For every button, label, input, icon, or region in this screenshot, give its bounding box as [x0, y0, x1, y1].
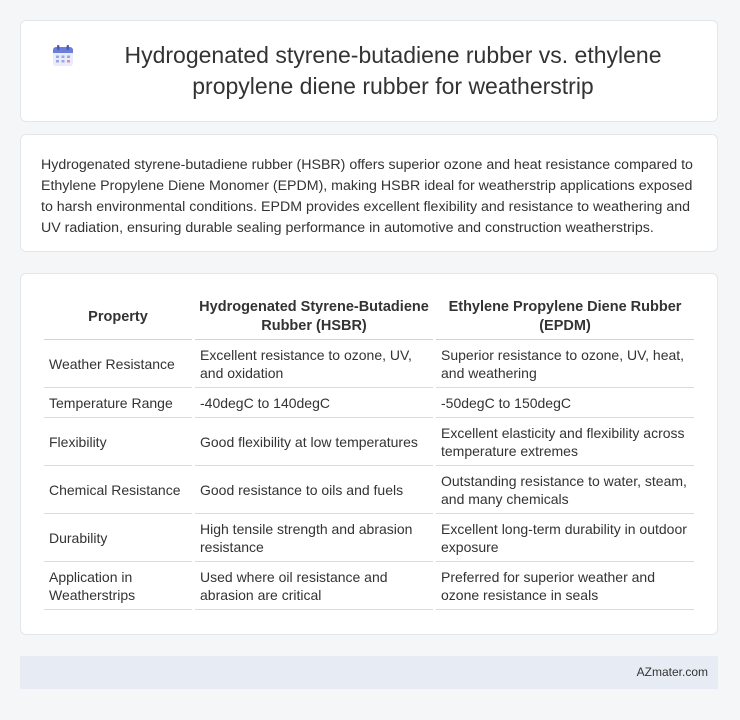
epdm-cell: Excellent long-term durability in outdoor exposure — [436, 514, 694, 562]
property-cell: Weather Resistance — [44, 340, 192, 388]
footer-bar — [20, 656, 718, 689]
hsbr-cell: Good resistance to oils and fuels — [195, 466, 433, 514]
table-row — [44, 514, 694, 562]
hsbr-cell: Good flexibility at low temperatures — [195, 418, 433, 466]
table-row — [44, 562, 694, 610]
header-property: Property — [44, 294, 192, 340]
property-cell: Temperature Range — [44, 388, 192, 418]
hsbr-cell: Excellent resistance to ozone, UV, and oxidation — [195, 340, 433, 388]
intro-paragraph: Hydrogenated styrene-butadiene rubber (HSBR) offers superior ozone and heat resistance compared to Ethylene Propylene Diene Monomer (EPDM), making HSBR ideal for weatherstrip applications exposed to harsh environmental conditions. EPDM provides excellent flexibility and resistance to weathering and UV radiation, ensuring durable sealing performance in automotive and construction weatherstrips. — [41, 157, 693, 236]
property-cell: Chemical Resistance — [44, 466, 192, 514]
property-cell: Durability — [44, 514, 192, 562]
epdm-cell: Excellent elasticity and flexibility across temperature extremes — [436, 418, 694, 466]
epdm-cell: Preferred for superior weather and ozone resistance in seals — [436, 562, 694, 610]
hsbr-cell: High tensile strength and abrasion resistance — [195, 514, 433, 562]
property-cell: Application in Weatherstrips — [44, 562, 192, 610]
calendar-icon — [51, 44, 75, 68]
header-epdm: Ethylene Propylene Diene Rubber (EPDM) — [436, 294, 694, 340]
intro-card — [20, 134, 718, 252]
table-row — [44, 418, 694, 466]
epdm-cell: Outstanding resistance to water, steam, and many chemicals — [436, 466, 694, 514]
table-row — [44, 340, 694, 388]
epdm-cell: -50degC to 150degC — [436, 388, 694, 418]
footer-brand[interactable]: AZmater.com — [636, 665, 708, 679]
hsbr-cell: -40degC to 140degC — [195, 388, 433, 418]
comparison-table — [41, 294, 697, 610]
table-header-row — [44, 294, 694, 340]
hsbr-cell: Used where oil resistance and abrasion are critical — [195, 562, 433, 610]
epdm-cell: Superior resistance to ozone, UV, heat, and weathering — [436, 340, 694, 388]
page-title: Hydrogenated styrene-butadiene rubber vs. ethylene propylene diene rubber for weatherstrip — [124, 42, 662, 99]
title-wrap — [21, 40, 717, 102]
title-card — [20, 20, 718, 122]
table-row — [44, 466, 694, 514]
table-row — [44, 388, 694, 418]
header-hsbr: Hydrogenated Styrene-Butadiene Rubber (HSBR) — [195, 294, 433, 340]
property-cell: Flexibility — [44, 418, 192, 466]
comparison-table-card — [20, 273, 718, 635]
